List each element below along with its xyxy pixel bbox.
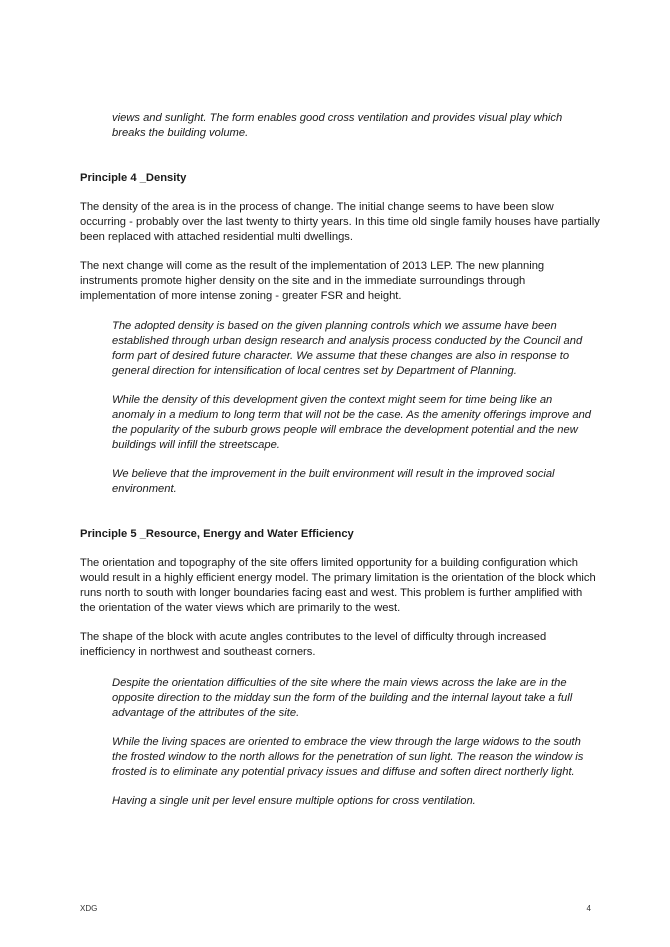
principle-4-paragraph-2: The next change will come as the result of the implementation of 2013 LEP. The new planning instruments promote higher density on the site and in the immediate surroundings through implementation of more intense zoning - greater FSR and height. <box>80 260 545 302</box>
principle-4-quote-1: The adopted density is based on the given planning controls which we assume have been established through urban design research and analysis process conducted by the Council and form part of desired future character. We assume that these changes are also in response to general direction for intensification of local centres set by Department of Planning. <box>112 320 583 377</box>
principle-4-quote-3: We believe that the improvement in the built environment will result in the improved social environment. <box>112 468 555 495</box>
principle-5-quote-3: Having a single unit per level ensure multiple options for cross ventilation. <box>112 795 476 807</box>
principle-5-quote-2: While the living spaces are oriented to embrace the view through the large widows to the south the frosted window to the north allows for the penetration of sun light. The reason the window is frosted is to eliminate any potential privacy issues and diffuse and soften direct northerly light. <box>112 736 584 778</box>
principle-5-quote-1: Despite the orientation difficulties of the site where the main views across the lake are in the opposite direction to the midday sun the form of the building and the internal layout take a full advantage of the attributes of the site. <box>112 677 573 719</box>
principle-4-quote-2: While the density of this development given the context might seem for time being like an anomaly in a medium to long term that will not be the case. As the amenity offerings improve and the popularity of the suburb grows people will embrace the development potential and the new buildings will infill the streetscape. <box>112 394 592 451</box>
principle-4-paragraph-1: The density of the area is in the process of change. The initial change seems to have been slow occurring - probably over the last twenty to thirty years. In this time old single family houses have partially been replaced with attached residential multi dwellings. <box>80 201 600 243</box>
intro-quote: views and sunlight. The form enables good cross ventilation and provides visual play which breaks the building volume. <box>112 112 563 139</box>
principle-5-heading: Principle 5 _Resource, Energy and Water Efficiency <box>80 528 354 540</box>
principle-5-paragraph-2: The shape of the block with acute angles contributes to the level of difficulty through increased inefficiency in northwest and southeast corners. <box>80 631 547 658</box>
principle-5-paragraph-1: The orientation and topography of the site offers limited opportunity for a building configuration which would result in a highly efficient energy model. The primary limitation is the orientation of the block which runs north to south with longer boundaries facing east and west. This problem is further amplified with the orientation of the water views which are primarily to the west. <box>80 557 596 614</box>
principle-4-heading: Principle 4 _Density <box>80 172 187 184</box>
footer-page-number: 4 <box>586 904 591 913</box>
footer-company: XDG <box>80 904 98 913</box>
